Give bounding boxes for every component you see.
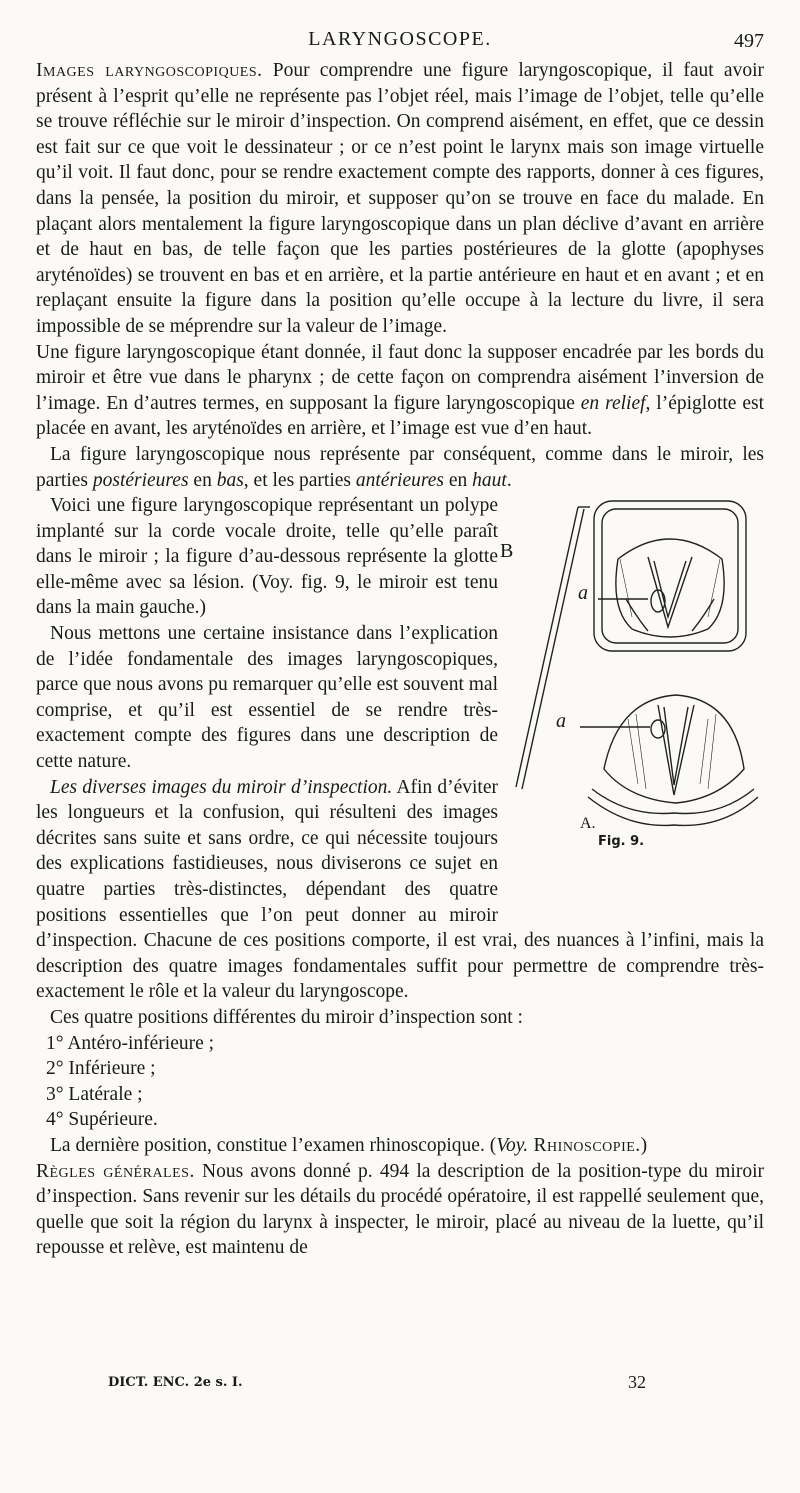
- running-header: [36, 22, 764, 50]
- label-a-upper: a: [578, 582, 588, 605]
- paragraph-text: Voici une figure laryngoscopique représentant un polype implanté sur la corde vocale droite, telle qu’elle paraît dans le miroir ; la figure d’au-dessous représente la glotte elle-même avec sa lésion. (Voy. fig. 9, le miroir est tenu dans la main gauche.): [36, 495, 498, 619]
- emphasis: Les diverses images du miroir d’inspection.: [50, 776, 393, 798]
- text-run: La figure laryngoscopique nous représente par conséquent, comme dans le miroir, les parties: [36, 443, 764, 491]
- text-run: .: [506, 469, 512, 491]
- section-head: Images laryngoscopiques.: [36, 60, 263, 81]
- emphasis: postérieures: [92, 469, 189, 491]
- label-a-lower: a: [556, 710, 566, 733]
- emphasis: bas: [216, 469, 244, 491]
- paragraph-figure-donnee: [36, 340, 764, 442]
- text-run: Une figure laryngoscopique étant donnée, il faut donc la supposer encadrée par les bords du miroir et être vue dans le pharynx ; de cette façon on comprendra aisément l’inversion de l’image. En d’autres termes, en supposant la figure laryngoscopique: [36, 341, 764, 414]
- emphasis: haut: [472, 469, 507, 491]
- page-number: 497: [734, 30, 764, 52]
- paragraph-consequent: [36, 442, 764, 493]
- figure-9: [500, 499, 772, 899]
- text-run: ): [640, 1134, 648, 1156]
- paragraph-text: Ces quatre positions différentes du miroir d’inspection sont :: [50, 1006, 523, 1028]
- figure-caption: Fig. 9.: [598, 834, 645, 850]
- paragraph-text: Afin d’éviter les longueurs et la confusion, qui résulteni des images décrites sans suite et sans ordre, ce qui nécessite toujours des explications fastidieuses, nous diviserons ce sujet en quatre parties très-distinctes, dépendant des quatre positions essentielles que l’on peut donner au miroir d’inspection. Chacune de ces positions comporte, il est vrai, des nuances à l’infini, mais la description des quatre images fondamentales suffit pour permettre de comprendre très-exactement le rôle et la valeur du laryngoscope.: [36, 776, 764, 1003]
- paragraph-quatre-positions: [36, 1005, 764, 1031]
- imprint: DICT. ENC. 2e s. I.: [108, 1375, 243, 1390]
- emphasis: en relief: [580, 392, 646, 414]
- section-head: Règles générales.: [36, 1160, 195, 1182]
- signature-mark: 32: [628, 1372, 646, 1392]
- list-item: 2° Inférieure ;: [46, 1058, 156, 1080]
- paragraph-derniere-position: [36, 1133, 764, 1159]
- paragraph-text: Nous avons donné p. 494 la description de la position-type du miroir d’inspection. Sans revenir sur les détails du procédé opératoire, il est rappellé seulement que, quelle que soit la région du larynx à inspecter, le miroir, placé au niveau de la luette, qu’il repousse et relève, est maintenu de: [36, 1160, 764, 1259]
- list-item: 1° Antéro-inférieure ;: [46, 1032, 215, 1054]
- emphasis: antérieures: [355, 469, 444, 491]
- document-page: [36, 22, 764, 1261]
- list-item: 3° Latérale ;: [46, 1083, 143, 1105]
- list-item: 4° Supérieure.: [46, 1109, 158, 1131]
- paragraph-text: Nous mettons une certaine insistance dans l’explication de l’idée fondamentale des images laryngoscopiques, parce que nous avons pu remarquer qu’elle est souvent mal comprise, et qu’il est essentiel de se rendre très-exactement compte des figures dans une description de cette nature.: [36, 623, 498, 773]
- emphasis: Voy.: [496, 1134, 529, 1156]
- text-run: , l’épiglotte est placée en avant, les aryténoïdes en arrière, et l’image est vue d’en haut.: [36, 392, 764, 440]
- paragraph-regles-generales: [36, 1159, 764, 1261]
- text-run: La dernière position, constitue l’examen rhinoscopique. (: [50, 1134, 497, 1156]
- text-run: , et les parties: [243, 469, 356, 491]
- paragraph-images-laryngoscopiques: [36, 58, 764, 340]
- page-footer: [108, 1372, 668, 1392]
- small-caps-ref: Rhinoscopie.: [528, 1134, 641, 1156]
- text-run: en: [188, 469, 217, 491]
- running-title: LARYNGOSCOPE.: [308, 28, 492, 50]
- paragraph-text: Pour comprendre une figure laryngoscopique, il faut avoir présent à l’esprit qu’elle ne représente pas l’objet réel, mais l’image de l’objet, telle qu’elle se trouve réfléchie sur le miroir d’inspection. On comprend aisément, en effet, que ce dessin est fait sur ce que voit le dessinateur ; or ce n’est point le larynx mais son image virtuelle qu’il voit. Il faut donc, pour se rendre exactement compte des rapports, donner à ces figures, dans la pensée, la position du miroir, et supposer qu’on se trouve en face du malade. En plaçant alors mentalement la figure laryngoscopique dans un plan déclive d’avant en arrière et de haut en bas, de telle façon que les parties postérieures de la glotte (apophyses aryténoïdes) se trouvent en bas et en arrière, et la partie antérieure en haut et en avant ; et en replaçant ensuite la figure dans la position qu’elle occupe à la lecture du livre, il sera impossible de se méprendre sur la valeur de l’image.: [36, 60, 764, 337]
- text-run: en: [443, 469, 473, 491]
- label-b: B: [500, 540, 514, 563]
- body-text: [36, 58, 764, 1261]
- label-a-big: A.: [580, 815, 596, 833]
